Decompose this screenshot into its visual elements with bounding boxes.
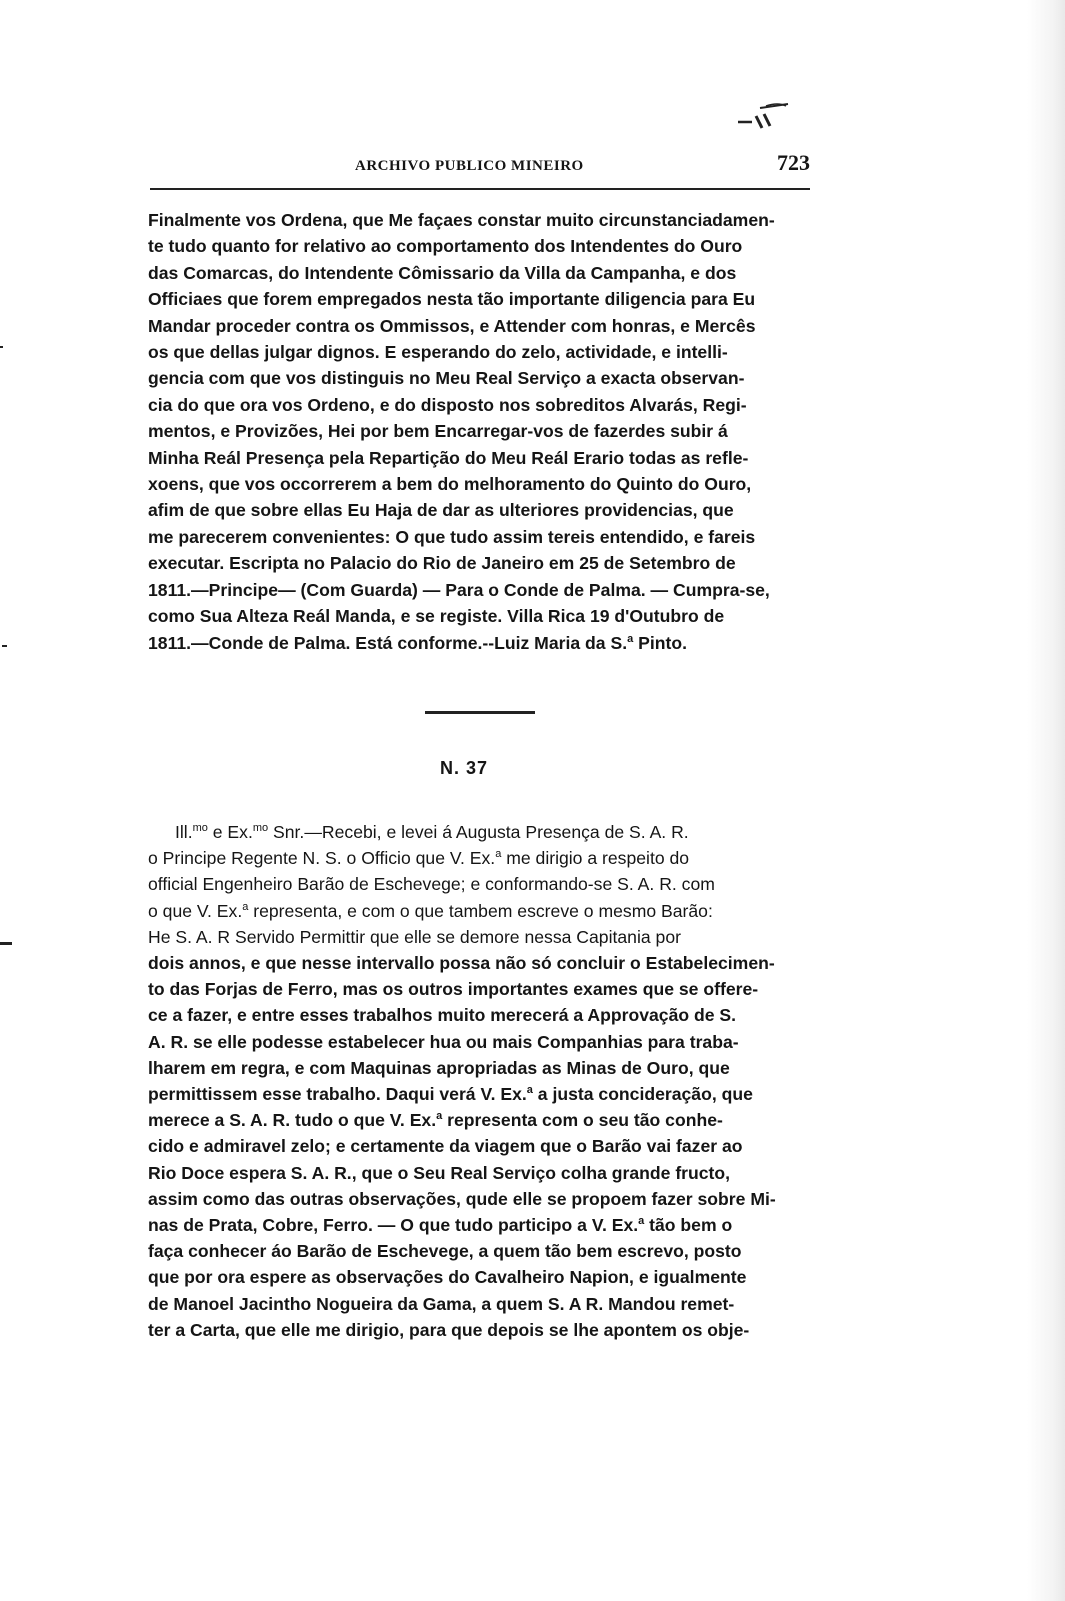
superscript: a [242, 900, 249, 913]
text-line: te tudo quanto for relativo ao comportamento dos Intendentes do Ouro [148, 236, 743, 257]
text-fragment: representa com o seu tão conhe- [442, 1110, 723, 1131]
text-fragment: me dirigio a respeito do [501, 848, 690, 869]
text-line: A. R. se elle podesse estabelecer hua ou mais Companhias para traba- [148, 1031, 739, 1052]
text-line: lharem em regra, e com Maquinas apropriadas as Minas de Ouro, que [148, 1057, 730, 1078]
text-line: xoens, que vos occorrerem a bem do melhoramento do Quinto do Ouro, [148, 474, 752, 495]
page-number: 723 [777, 150, 810, 175]
text-line: me parecerem convenientes: O que tudo assim tereis entendido, e fareis [148, 526, 756, 547]
text-line: ce a fazer, e entre esses trabalhos muito merecerá a Approvação de S. [148, 1005, 737, 1026]
document-number: N. 37 [440, 758, 489, 778]
text-line: Mandar proceder contra os Ommissos, e Attender com honras, e Mercês [148, 315, 756, 336]
text-line: assim como das outras observações, qude elle se propoem fazer sobre Mi- [148, 1188, 776, 1209]
ornament-icon [730, 100, 790, 134]
text-fragment: o Principe Regente N. S. o Officio que V. Ex. [148, 848, 496, 869]
text-line: ter a Carta, que elle me dirigio, para que depois se lhe apontem os obje- [148, 1319, 750, 1340]
text-line: os que dellas julgar dignos. E esperando do zelo, actividade, e intelli- [148, 342, 728, 363]
page-header [150, 150, 810, 178]
letter-body-2 [148, 819, 812, 1343]
text-fragment: permittissem esse trabalho. Daqui verá V. Ex. [148, 1084, 527, 1105]
running-title: ARCHIVO PUBLICO MINEIRO [355, 158, 584, 174]
text-fragment: nas de Prata, Cobre, Ferro. — O que tudo participo a V. Ex. [148, 1215, 639, 1236]
text-line: 1811.—Principe— (Com Guarda) — Para o Conde de Palma. — Cumpra-se, [148, 579, 770, 600]
superscript: mo [252, 822, 269, 835]
margin-mark [0, 346, 3, 348]
text-fragment: Snr.—Recebi, e levei á Augusta Presença de S. A. R. [268, 822, 689, 842]
text-line [148, 898, 812, 924]
text-line [148, 819, 812, 845]
margin-mark [2, 645, 7, 647]
page-edge-shadow [1027, 0, 1065, 1601]
text-line: gencia com que vos distinguis no Meu Real Serviço a exacta observan- [148, 368, 745, 389]
text-fragment: Ill. [175, 822, 193, 842]
section-divider [425, 711, 535, 714]
text-line: Rio Doce espera S. A. R., que o Seu Real Serviço colha grande fructo, [148, 1162, 731, 1183]
text-fragment: a justa concideração, que [532, 1084, 753, 1105]
header-rule [150, 188, 810, 190]
text-fragment: representa, e com o que tambem escreve o mesmo Barão: [248, 900, 713, 921]
margin-mark [0, 942, 12, 945]
text-line: das Comarcas, do Intendente Cômissario da Villa da Campanha, e dos [148, 262, 737, 283]
text-line: faça conhecer áo Barão de Eschevege, a quem tão bem escrevo, posto [148, 1241, 742, 1262]
text-fragment: Pinto. [633, 632, 687, 653]
text-line: que por ora espere as observações do Cavalheiro Napion, e igualmente [148, 1267, 747, 1288]
text-line: mentos, e Provizões, Hei por bem Encarregar-vos de fazerdes subir á [148, 421, 728, 442]
text-line: afim de que sobre ellas Eu Haja de dar as ulteriores providencias, que [148, 500, 734, 521]
superscript: a [495, 848, 502, 861]
text-line: official Engenheiro Barão de Eschevege; e conformando-se S. A. R. com [148, 874, 715, 895]
text-line: de Manoel Jacintho Nogueira da Gama, a quem S. A R. Mandou remet- [148, 1293, 735, 1314]
text-line: como Sua Alteza Reál Manda, e se registe. Villa Rica 19 d'Outubro de [148, 606, 725, 627]
text-fragment: tão bem o [644, 1215, 733, 1236]
superscript: a [436, 1110, 443, 1123]
text-fragment: merece a S. A. R. tudo o que V. Ex. [148, 1110, 437, 1131]
text-line: Minha Reál Presença pela Repartição do Meu Reál Erario todas as refle- [148, 447, 749, 468]
superscript: a [627, 632, 634, 645]
text-fragment: 1811.—Conde de Palma. Está conforme.--Luiz Maria da S. [148, 632, 628, 653]
text-line [148, 1107, 812, 1133]
text-line [148, 845, 812, 871]
text-line: cia do que ora vos Ordeno, e do disposto nos sobreditos Alvarás, Regi- [148, 394, 747, 415]
superscript: a [638, 1215, 645, 1228]
text-line: He S. A. R Servido Permittir que elle se demore nessa Capitania por [148, 926, 681, 947]
superscript: mo [192, 822, 208, 835]
text-fragment: e Ex. [207, 822, 253, 842]
text-line: Finalmente vos Ordena, que Me façaes constar muito circunstanciadamen- [148, 210, 775, 230]
letter-body-1 [148, 207, 812, 656]
superscript: a [526, 1084, 533, 1097]
text-line [148, 630, 812, 656]
text-line: to das Forjas de Ferro, mas os outros importantes exames que se offere- [148, 979, 759, 1000]
text-fragment: o que V. Ex. [148, 900, 243, 921]
text-line [148, 1081, 812, 1107]
text-line [148, 1212, 812, 1238]
text-line: dois annos, e que nesse intervallo possa não só concluir o Estabelecimen- [148, 953, 775, 974]
text-line: Officiaes que forem empregados nesta tão importante diligencia para Eu [148, 289, 756, 310]
text-line: executar. Escripta no Palacio do Rio de Janeiro em 25 de Setembro de [148, 553, 736, 574]
text-line: cido e admiravel zelo; e certamente da viagem que o Barão vai fazer ao [148, 1136, 743, 1157]
